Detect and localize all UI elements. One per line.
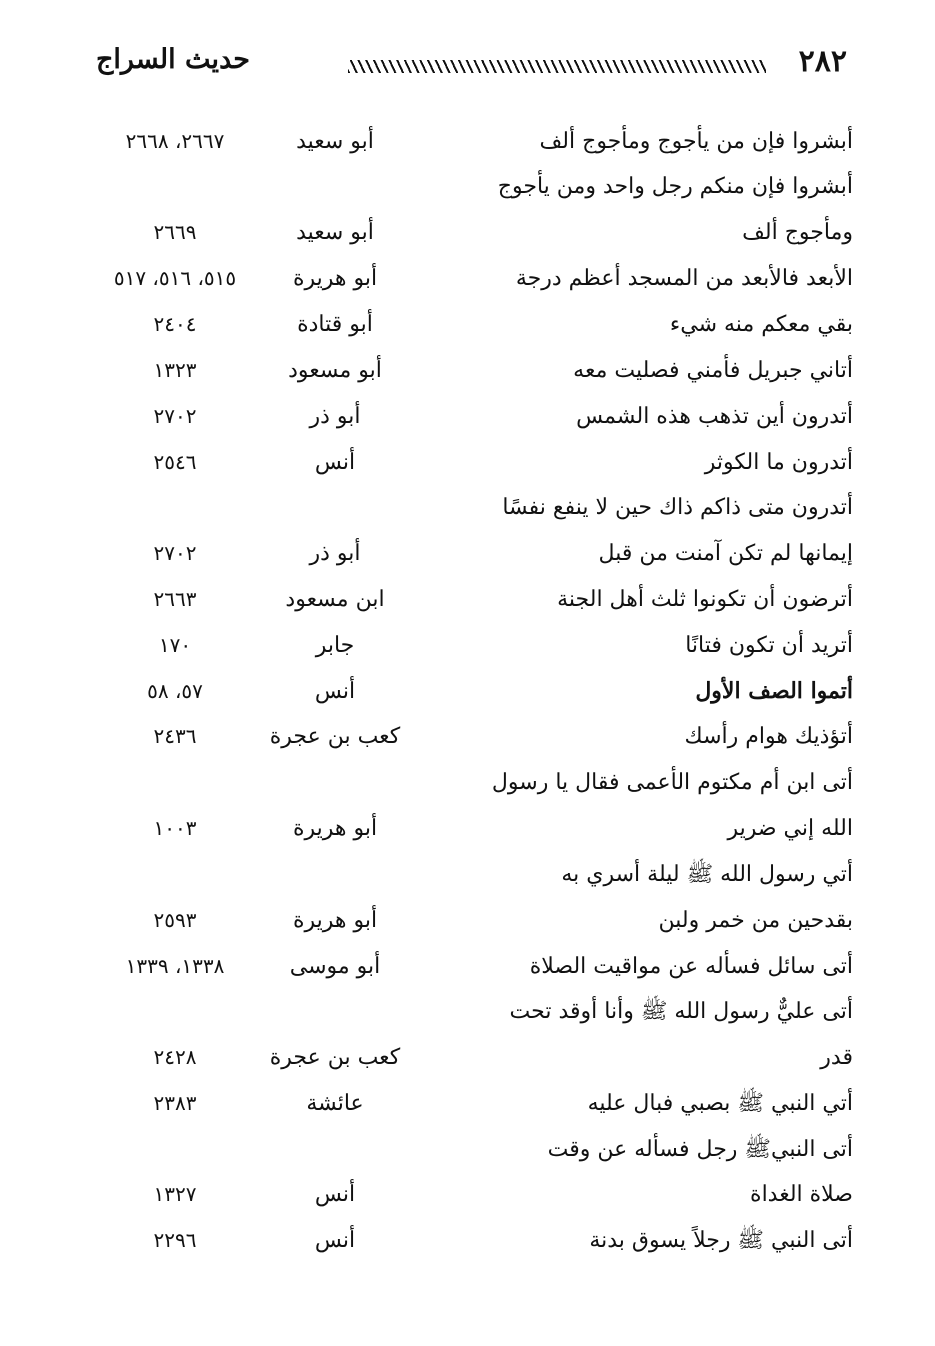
hadith-text: أتى سائل فسأله عن مواقيت الصلاة bbox=[529, 954, 853, 979]
hadith-numbers: ١٣٢٣ bbox=[153, 358, 197, 382]
hadith-text: أتى النبي ﷺ رجلاً يسوق بدنة bbox=[589, 1228, 853, 1253]
hadith-text: أبشروا فإن منكم رجل واحد ومن يأجوج bbox=[497, 174, 853, 199]
index-entry bbox=[0, 806, 935, 851]
index-entry bbox=[0, 989, 935, 1034]
book-title: حديث السراج bbox=[96, 44, 250, 75]
hadith-numbers: ١٧٠ bbox=[158, 633, 192, 657]
hadith-text: أتدرون متى ذاكم ذاك حين لا ينفع نفسًا bbox=[502, 495, 853, 520]
hadith-text: أتى النبيﷺ رجل فسأله عن وقت bbox=[547, 1137, 853, 1162]
index-entry bbox=[0, 1035, 935, 1080]
index-entry bbox=[0, 760, 935, 805]
hadith-text: أترضون أن تكونوا ثلث أهل الجنة bbox=[557, 587, 853, 612]
hadith-text: صلاة الغداة bbox=[750, 1182, 853, 1207]
narrator: أبو ذر bbox=[309, 404, 361, 429]
hadith-numbers: ٢٦٦٣ bbox=[153, 587, 197, 611]
hadith-numbers: ٢٤٢٨ bbox=[153, 1045, 197, 1069]
hadith-text: أتؤذيك هوام رأسك bbox=[684, 724, 853, 749]
hadith-text: قدر bbox=[820, 1045, 853, 1070]
hadith-numbers: ١٠٠٣ bbox=[153, 816, 197, 840]
hadith-numbers: ٢٧٠٢ bbox=[153, 404, 197, 428]
hadith-numbers: ٥١٥، ٥١٦، ٥١٧ bbox=[113, 266, 237, 290]
index-entry bbox=[0, 302, 935, 347]
hadith-numbers: ٢٤٠٤ bbox=[153, 312, 197, 336]
hadith-text: أتدرون أين تذهب هذه الشمس bbox=[576, 404, 853, 429]
narrator: أنس bbox=[314, 450, 356, 475]
narrator: ابن مسعود bbox=[285, 587, 385, 612]
narrator: أبو ذر bbox=[309, 541, 361, 566]
index-entry bbox=[0, 440, 935, 485]
hadith-numbers: ٢٦٦٧، ٢٦٦٨ bbox=[125, 129, 225, 153]
hadith-text: ومأجوج ألف bbox=[742, 220, 853, 245]
narrator: جابر bbox=[315, 633, 355, 658]
hadith-text: أبشروا فإن من يأجوج ومأجوج ألف bbox=[539, 129, 853, 154]
narrator: أنس bbox=[314, 1182, 356, 1207]
index-entry bbox=[0, 531, 935, 576]
hadith-text: أتى ابن أم مكتوم الأعمى فقال يا رسول bbox=[491, 770, 853, 795]
hadith-numbers: ١٣٢٧ bbox=[153, 1182, 197, 1206]
hadith-text: إيمانها لم تكن آمنت من قبل bbox=[598, 541, 853, 566]
hadith-numbers: ٢٧٠٢ bbox=[153, 541, 197, 565]
index-entry bbox=[0, 852, 935, 897]
hadith-numbers: ٢٤٣٦ bbox=[153, 724, 197, 748]
narrator: كعب بن عجرة bbox=[269, 1045, 401, 1070]
index-entry bbox=[0, 394, 935, 439]
index-entry bbox=[0, 714, 935, 759]
index-entry bbox=[0, 164, 935, 209]
index-entry bbox=[0, 944, 935, 989]
narrator: أنس bbox=[314, 1228, 356, 1253]
index-entry bbox=[0, 348, 935, 393]
narrator: أبو هريرة bbox=[292, 816, 378, 841]
narrator: أنس bbox=[314, 679, 356, 704]
narrator: أبو سعيد bbox=[296, 129, 374, 154]
hadith-numbers: ٢٦٦٩ bbox=[153, 220, 197, 244]
index-entry bbox=[0, 1081, 935, 1126]
hadith-text: بقي معكم منه شيء bbox=[669, 312, 853, 337]
hadith-numbers: ٢٢٩٦ bbox=[153, 1228, 197, 1252]
hadith-numbers: ٥٧، ٥٨ bbox=[147, 679, 203, 703]
index-entry bbox=[0, 1127, 935, 1172]
narrator: أبو هريرة bbox=[292, 908, 378, 933]
hadith-numbers: ١٣٣٨، ١٣٣٩ bbox=[125, 954, 225, 978]
narrator: أبو مسعود bbox=[288, 358, 382, 383]
index-entry bbox=[0, 1172, 935, 1217]
narrator: أبو قتادة bbox=[297, 312, 373, 337]
header-rule bbox=[348, 60, 766, 73]
hadith-text: أتدرون ما الكوثر bbox=[704, 450, 853, 475]
index-entry bbox=[0, 119, 935, 164]
narrator: عائشة bbox=[306, 1091, 364, 1116]
hadith-text: الأبعد فالأبعد من المسجد أعظم درجة bbox=[515, 266, 853, 291]
hadith-text: أتي النبي ﷺ بصبي فبال عليه bbox=[587, 1091, 853, 1116]
hadith-numbers: ٢٥٩٣ bbox=[153, 908, 197, 932]
index-entry bbox=[0, 256, 935, 301]
hadith-text: أتى عليٌّ رسول الله ﷺ وأنا أوقد تحت bbox=[509, 999, 853, 1024]
narrator: أبو موسى bbox=[289, 954, 381, 979]
narrator: كعب بن عجرة bbox=[269, 724, 401, 749]
hadith-text: بقدحين من خمر ولبن bbox=[658, 908, 853, 933]
index-entry bbox=[0, 485, 935, 530]
index-entry bbox=[0, 210, 935, 255]
index-entry bbox=[0, 669, 935, 714]
hadith-text: أتموا الصف الأول bbox=[695, 678, 853, 704]
index-entry bbox=[0, 623, 935, 668]
page-number: ٢٨٢ bbox=[798, 44, 847, 79]
narrator: أبو هريرة bbox=[292, 266, 378, 291]
hadith-text: أتاني جبريل فأمني فصليت معه bbox=[573, 358, 853, 383]
hadith-numbers: ٢٣٨٣ bbox=[153, 1091, 197, 1115]
hadith-numbers: ٢٥٤٦ bbox=[153, 450, 197, 474]
narrator: أبو سعيد bbox=[296, 220, 374, 245]
index-entry bbox=[0, 577, 935, 622]
index-entry bbox=[0, 898, 935, 943]
hadith-text: أتي رسول الله ﷺ ليلة أسري به bbox=[561, 862, 853, 887]
hadith-text: أتريد أن تكون فتانًا bbox=[685, 633, 853, 658]
hadith-text: الله إني ضرير bbox=[727, 816, 853, 841]
index-entry bbox=[0, 1218, 935, 1263]
